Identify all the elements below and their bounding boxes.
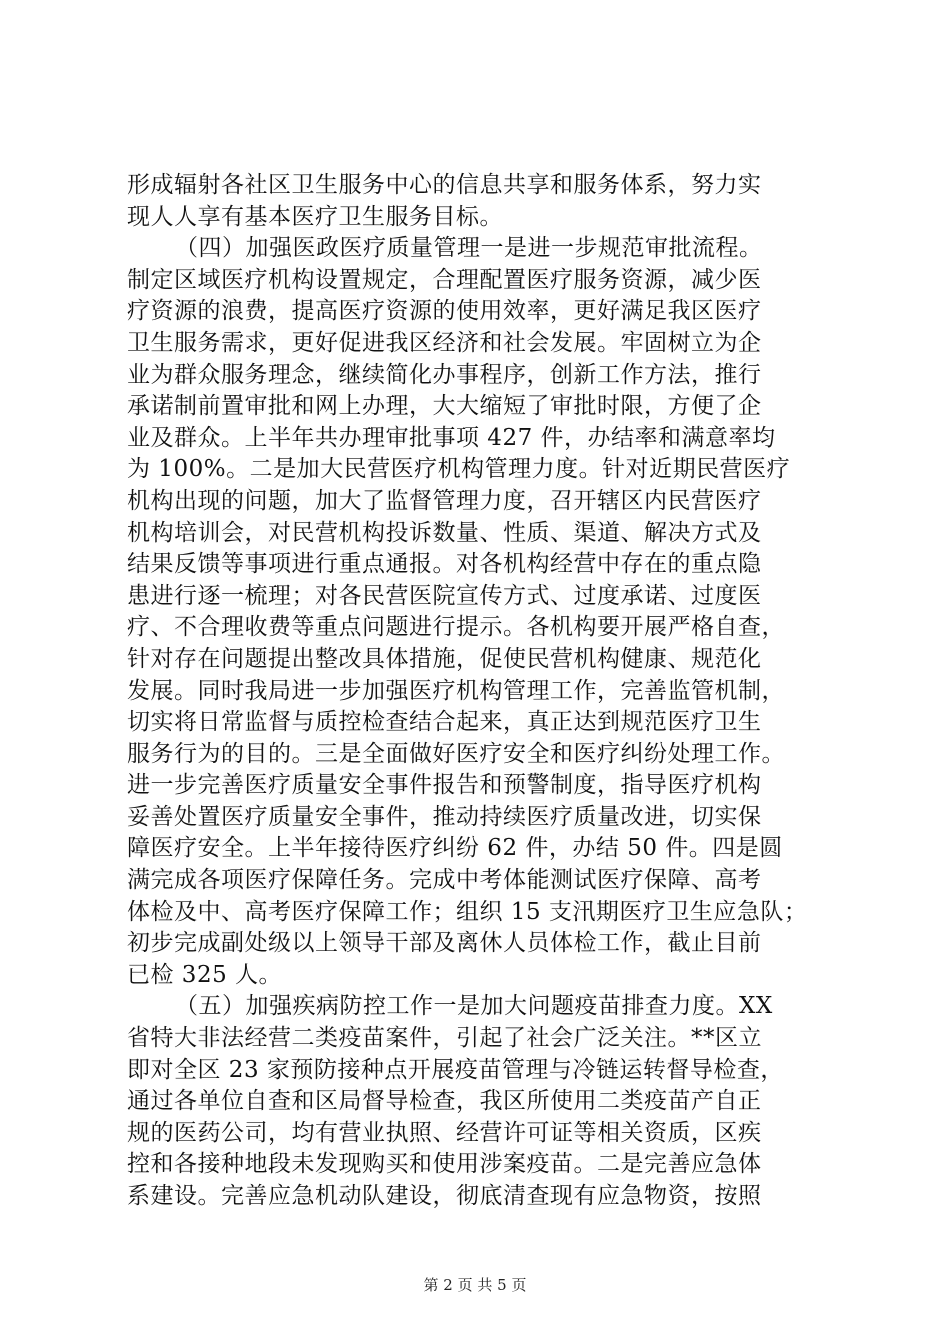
text-line: 妥善处置医疗质量安全事件，推动持续医疗质量改进，切实保	[127, 803, 762, 830]
text-line: 机构出现的问题，加大了监督管理力度，召开辖区内民营医疗	[127, 487, 762, 514]
text-line: 障医疗安全。上半年接待医疗纠纷 62 件，办结 50 件。四是圆	[127, 835, 783, 862]
text-line: 制定区域医疗机构设置规定，合理配置医疗服务资源，减少医	[127, 266, 762, 293]
page-footer: 第 2 页 共 5 页	[423, 1276, 527, 1294]
text-line: 疗、不合理收费等重点问题进行提示。各机构要开展严格自查，	[127, 614, 785, 641]
text-line: 现人人享有基本医疗卫生服务目标。	[127, 203, 503, 230]
text-line: 进一步完善医疗质量安全事件报告和预警制度，指导医疗机构	[127, 772, 762, 799]
text-line: 切实将日常监督与质控检查结合起来，真正达到规范医疗卫生	[127, 709, 762, 736]
document-body	[127, 170, 827, 1213]
text-line: 为 100%。二是加大民营医疗机构管理力度。针对近期民营医疗	[127, 456, 791, 483]
text-line: 控和各接种地段未发现购买和使用涉案疫苗。二是完善应急体	[127, 1151, 762, 1178]
text-line: 卫生服务需求，更好促进我区经济和社会发展。牢固树立为企	[127, 329, 762, 356]
text-line: 初步完成副处级以上领导干部及离休人员体检工作，截止目前	[127, 930, 762, 957]
text-line: 结果反馈等事项进行重点通报。对各机构经营中存在的重点隐	[127, 551, 762, 578]
text-line: （五）加强疾病防控工作一是加大问题疫苗排查力度。XX	[175, 993, 773, 1020]
text-line: 即对全区 23 家预防接种点开展疫苗管理与冷链运转督导检查，	[127, 1056, 784, 1083]
text-line: 针对存在问题提出整改具体措施，促使民营机构健康、规范化	[127, 645, 762, 672]
text-line: 服务行为的目的。三是全面做好医疗安全和医疗纠纷处理工作。	[127, 740, 785, 767]
text-line: 承诺制前置审批和网上办理，大大缩短了审批时限，方便了企	[127, 393, 762, 420]
text-line: 系建设。完善应急机动队建设，彻底清查现有应急物资，按照	[127, 1183, 762, 1209]
text-line: 规的医药公司，均有营业执照、经营许可证等相关资质，区疾	[127, 1119, 762, 1146]
text-line: 业及群众。上半年共办理审批事项 427 件，办结率和满意率均	[127, 424, 776, 451]
text-line: 业为群众服务理念，继续简化办事程序，创新工作方法，推行	[127, 361, 762, 388]
text-line: 省特大非法经营二类疫苗案件，引起了社会广泛关注。**区立	[127, 1025, 762, 1052]
text-line: 机构培训会，对民营机构投诉数量、性质、渠道、解决方式及	[127, 519, 762, 546]
text-line: （四）加强医政医疗质量管理一是进一步规范审批流程。	[175, 235, 763, 262]
text-line: 疗资源的浪费，提高医疗资源的使用效率，更好满足我区医疗	[127, 298, 762, 325]
text-line: 形成辐射各社区卫生服务中心的信息共享和服务体系，努力实	[127, 172, 762, 198]
text-line: 已检 325 人。	[127, 961, 283, 988]
text-line: 通过各单位自查和区局督导检查，我区所使用二类疫苗产自正	[127, 1088, 762, 1115]
text-line: 满完成各项医疗保障任务。完成中考体能测试医疗保障、高考	[127, 867, 762, 894]
text-line: 发展。同时我局进一步加强医疗机构管理工作，完善监管机制，	[127, 677, 785, 704]
text-line: 体检及中、高考医疗保障工作；组织 15 支汛期医疗卫生应急队；	[127, 898, 808, 925]
text-line: 患进行逐一梳理；对各民营医院宣传方式、过度承诺、过度医	[127, 582, 762, 609]
